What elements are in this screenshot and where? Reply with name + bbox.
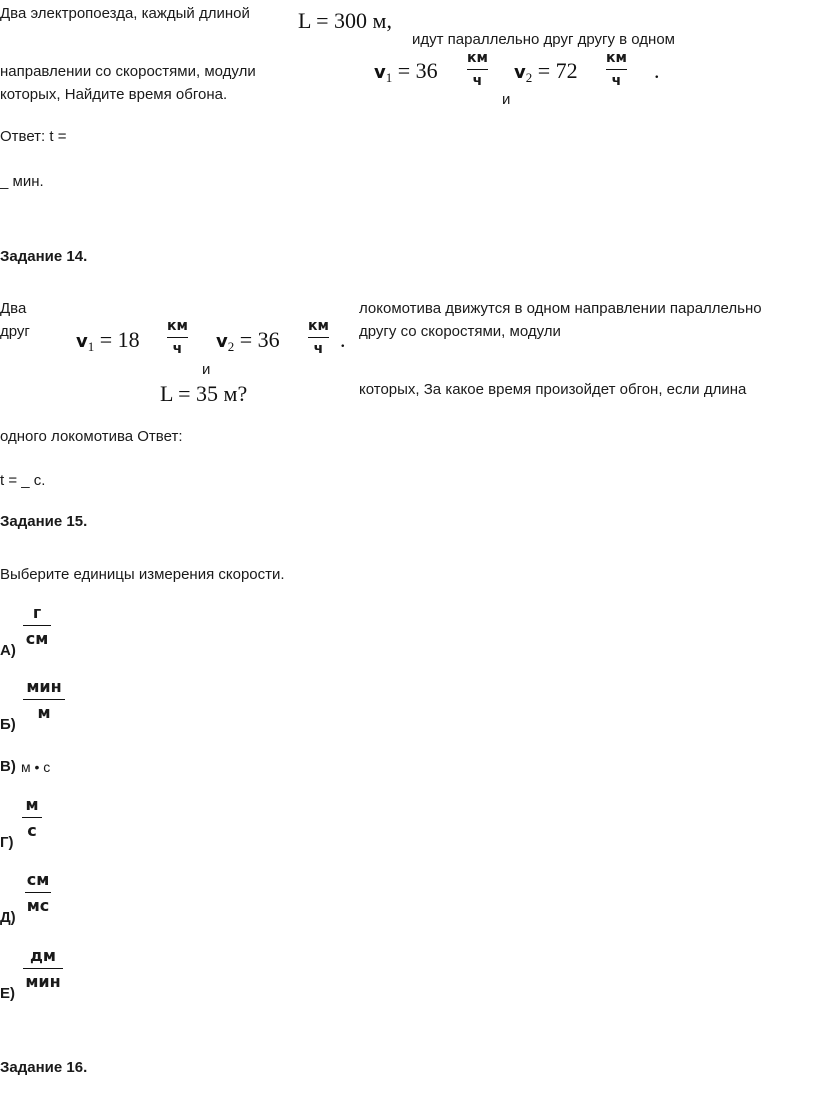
task13-text-line3: направлении со скоростями, модули <box>0 63 256 80</box>
fraction-line <box>308 337 329 338</box>
task14-text-line-d: одного локомотива Ответ: <box>0 428 183 445</box>
task13-v1-symbol: v <box>374 62 386 83</box>
task14-v2-sub: 2 <box>227 339 235 354</box>
task13-v2-unit-num: км <box>606 50 627 66</box>
option-e-numerator: дм <box>30 946 56 965</box>
option-a-numerator: г <box>32 603 42 622</box>
fraction-line <box>606 69 627 70</box>
task14-word-dva: Два <box>0 300 27 317</box>
fraction-line <box>467 69 488 70</box>
task14-text-line-c: которых, За какое время произойдет обгон, если длина <box>359 381 747 398</box>
fraction-line <box>23 968 63 969</box>
task13-v2-value: = 72 <box>537 58 578 83</box>
task14-formula-v2 <box>216 329 280 353</box>
option-a-label: А) <box>0 642 16 659</box>
task14-v1-value: = 18 <box>99 327 140 352</box>
fraction-line <box>23 625 51 626</box>
task13-answer-label: Ответ: t = <box>0 128 67 145</box>
task13-conjunction: и <box>502 91 511 108</box>
option-b-numerator: мин <box>26 677 62 696</box>
task13-formula-v1 <box>374 60 438 84</box>
task13-formula-v2 <box>514 60 578 84</box>
task14-v1-unit-num: км <box>167 318 188 334</box>
task13-period: . <box>654 58 660 83</box>
option-d-denominator: мс <box>26 896 50 915</box>
task13-v2-sub: 2 <box>525 70 533 85</box>
task14-v1-unit <box>167 318 188 357</box>
task13-text-line2: идут параллельно друг другу в одном <box>412 31 675 48</box>
task14-text-line-a: локомотива движутся в одном направлении параллельно <box>359 300 762 317</box>
task13-formula-length: L = 300 м, <box>298 8 392 33</box>
option-g-numerator: м <box>25 795 39 814</box>
option-d-label: Д) <box>0 909 16 926</box>
task13-v2-unit <box>606 50 627 89</box>
task13-text-line1: Два электропоезда, каждый длиной <box>0 5 250 22</box>
task13-answer-unit: _ мин. <box>0 173 44 190</box>
task14-answer: t = _ с. <box>0 472 46 489</box>
option-a-fraction <box>23 603 51 648</box>
option-e-fraction <box>23 946 63 991</box>
task13-v2-unit-den: ч <box>611 73 622 89</box>
task13-v1-unit-den: ч <box>472 73 483 89</box>
task14-v2-unit <box>308 318 329 357</box>
task16-heading: Задание 16. <box>0 1059 88 1076</box>
option-d-fraction <box>25 870 51 915</box>
fraction-line <box>25 892 51 893</box>
option-g-fraction <box>22 795 42 840</box>
task14-period: . <box>340 327 346 352</box>
task14-v1-unit-den: ч <box>172 341 183 357</box>
option-b-label: Б) <box>0 716 16 733</box>
option-g-label: Г) <box>0 834 14 851</box>
option-v-text: м • с <box>21 759 51 775</box>
option-v-label: В) <box>0 758 16 775</box>
task13-v1-unit-num: км <box>467 50 488 66</box>
task14-formula-length <box>160 383 247 405</box>
fraction-line <box>22 817 42 818</box>
option-e-label: Е) <box>0 985 15 1002</box>
task13-text-line4: которых, Найдите время обгона. <box>0 86 228 103</box>
task14-word-drug: друг <box>0 323 30 340</box>
option-d-numerator: см <box>26 870 50 889</box>
task14-v1-symbol: v <box>76 331 88 352</box>
option-g-denominator: с <box>27 821 37 840</box>
task14-v2-symbol: v <box>216 331 228 352</box>
option-a-denominator: см <box>25 629 49 648</box>
fraction-line <box>23 699 65 700</box>
task14-v2-unit-num: км <box>308 318 329 334</box>
task14-v2-unit-den: ч <box>313 341 324 357</box>
task13-v1-value: = 36 <box>397 58 438 83</box>
task15-question: Выберите единицы измерения скорости. <box>0 566 285 583</box>
task14-formula-v1 <box>76 329 140 353</box>
option-e-denominator: мин <box>25 972 61 991</box>
fraction-line <box>167 337 188 338</box>
task13-v1-unit <box>467 50 488 89</box>
task13-v2-symbol: v <box>514 62 526 83</box>
task13-v1-sub: 1 <box>385 70 393 85</box>
task14-heading: Задание 14. <box>0 248 88 265</box>
option-b-denominator: м <box>37 703 51 722</box>
task14-formula-length-text: L = 35 м? <box>160 381 248 406</box>
task15-heading: Задание 15. <box>0 513 88 530</box>
option-b-fraction <box>23 677 65 722</box>
task14-text-line-b: другу со скоростями, модули <box>359 323 561 340</box>
task14-v2-value: = 36 <box>239 327 280 352</box>
task14-conjunction: и <box>202 361 211 378</box>
task14-v1-sub: 1 <box>87 339 95 354</box>
